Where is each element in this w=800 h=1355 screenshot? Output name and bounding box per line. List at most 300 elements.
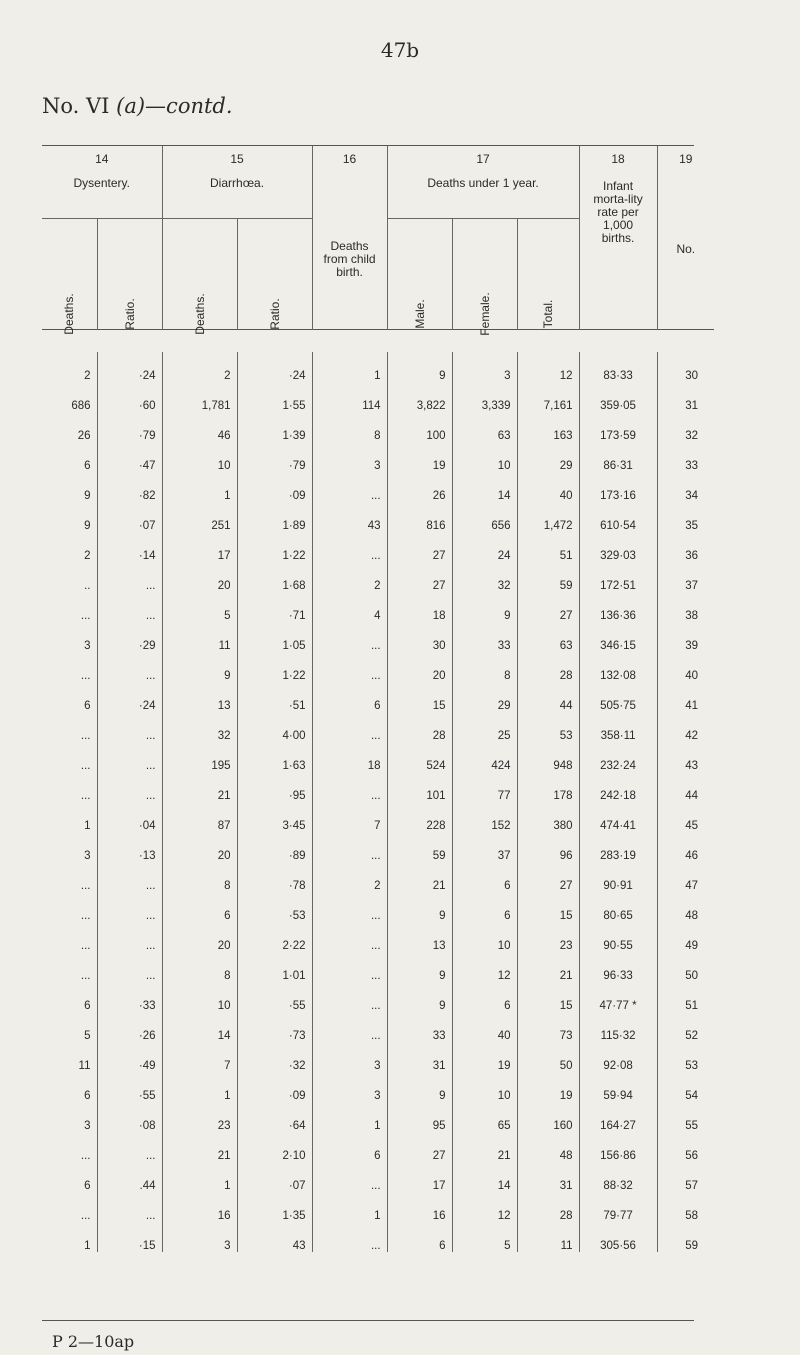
cell-d-ratio: ...	[97, 1192, 162, 1222]
cell-female: 10	[452, 442, 517, 472]
cell-total: 48	[517, 1132, 579, 1162]
cell-male: 59	[387, 832, 452, 862]
cell-total: 15	[517, 892, 579, 922]
cell-no: 49	[657, 922, 714, 952]
cell-dh-ratio: 1·68	[237, 562, 312, 592]
cell-total: 1,472	[517, 502, 579, 532]
cell-dh-ratio: ·73	[237, 1012, 312, 1042]
table-row	[42, 802, 714, 832]
table-row	[42, 712, 714, 742]
dysentery-ratio-subheader: Ratio.	[97, 219, 162, 330]
cell-rate: 610·54	[579, 502, 657, 532]
cell-child: 6	[312, 1132, 387, 1162]
cell-male: 18	[387, 592, 452, 622]
cell-d-deaths: ...	[80, 760, 91, 772]
cell-child: 3	[312, 1072, 387, 1102]
cell-d-deaths: 9	[84, 520, 91, 532]
cell-dh-deaths: 1,781	[162, 382, 237, 412]
cell-female: 32	[452, 562, 517, 592]
cell-dh-ratio: ·07	[237, 1162, 312, 1192]
cell-dh-ratio: ·32	[237, 1042, 312, 1072]
cell-dh-ratio: 2·10	[237, 1132, 312, 1162]
table-row	[42, 412, 714, 442]
cell-no: 55	[657, 1102, 714, 1132]
cell-male: 31	[387, 1042, 452, 1072]
diarrhoea-ratio-subheader: Ratio.	[237, 219, 312, 330]
infant-mortality-header: Infant morta-lity rate per 1,000 births.	[579, 170, 657, 330]
cell-no: 44	[657, 772, 714, 802]
cell-d-deaths: ...	[80, 670, 91, 682]
cell-no: 47	[657, 862, 714, 892]
cell-child: ...	[312, 922, 387, 952]
cell-d-deaths: ...	[80, 1150, 91, 1162]
cell-male: 9	[387, 952, 452, 982]
cell-rate: 96·33	[579, 952, 657, 982]
cell-rate: 156·86	[579, 1132, 657, 1162]
cell-d-deaths: ...	[80, 1210, 91, 1222]
cell-no: 54	[657, 1072, 714, 1102]
cell-total: 28	[517, 652, 579, 682]
cell-d-deaths: ...	[80, 910, 91, 922]
cell-d-deaths: 3	[84, 640, 91, 652]
cell-no: 42	[657, 712, 714, 742]
cell-d-ratio: ...	[97, 742, 162, 772]
cell-child: 1	[312, 1102, 387, 1132]
cell-dh-ratio: 2·22	[237, 922, 312, 952]
cell-dh-ratio: ·71	[237, 592, 312, 622]
table-row	[42, 622, 714, 652]
cell-d-deaths: ...	[80, 730, 91, 742]
col15-number: 15	[162, 146, 312, 170]
table-row	[42, 862, 714, 892]
cell-no: 40	[657, 652, 714, 682]
cell-d-ratio: ·14	[97, 532, 162, 562]
cell-rate: 358·11	[579, 712, 657, 742]
cell-d-ratio: ...	[97, 652, 162, 682]
col18-number: 18	[579, 146, 657, 170]
cell-child: 2	[312, 862, 387, 892]
cell-male: 21	[387, 862, 452, 892]
diarrhoea-header: Diarrhœa.	[162, 170, 312, 219]
cell-rate: 283·19	[579, 832, 657, 862]
cell-child: 8	[312, 412, 387, 442]
cell-child: 4	[312, 592, 387, 622]
cell-female: 9	[452, 592, 517, 622]
cell-dh-deaths: 9	[162, 652, 237, 682]
table-heading	[42, 94, 233, 118]
table-header	[42, 146, 714, 336]
bottom-rule	[42, 1320, 694, 1321]
cell-total: 19	[517, 1072, 579, 1102]
cell-no: 41	[657, 682, 714, 712]
cell-d-deaths: 3	[84, 850, 91, 862]
cell-male: 816	[387, 502, 452, 532]
cell-no: 56	[657, 1132, 714, 1162]
cell-d-ratio: ...	[97, 712, 162, 742]
cell-total: 163	[517, 412, 579, 442]
cell-d-deaths: 6	[84, 1180, 91, 1192]
cell-d-ratio: ...	[97, 592, 162, 622]
cell-child: ...	[312, 622, 387, 652]
cell-total: 7,161	[517, 382, 579, 412]
col16-number: 16	[312, 146, 387, 170]
cell-dh-ratio: ·24	[237, 352, 312, 382]
cell-d-deaths: ...	[80, 940, 91, 952]
table-row	[42, 352, 714, 382]
cell-rate: 329·03	[579, 532, 657, 562]
cell-rate: 83·33	[579, 352, 657, 382]
cell-total: 53	[517, 712, 579, 742]
cell-d-ratio: ·60	[97, 382, 162, 412]
cell-male: 9	[387, 352, 452, 382]
cell-total: 31	[517, 1162, 579, 1192]
cell-total: 178	[517, 772, 579, 802]
cell-no: 38	[657, 592, 714, 622]
cell-no: 57	[657, 1162, 714, 1192]
cell-d-ratio: ·29	[97, 622, 162, 652]
cell-female: 14	[452, 1162, 517, 1192]
cell-d-ratio: .44	[97, 1162, 162, 1192]
cell-dh-ratio: 1·89	[237, 502, 312, 532]
cell-male: 9	[387, 1072, 452, 1102]
cell-child: 1	[312, 352, 387, 382]
statistics-table-wrapper	[42, 146, 699, 1252]
table-body	[42, 330, 714, 1252]
cell-total: 59	[517, 562, 579, 592]
diarrhoea-deaths-subheader: Deaths.	[162, 219, 237, 330]
cell-female: 3	[452, 352, 517, 382]
cell-male: 19	[387, 442, 452, 472]
cell-child: 1	[312, 1192, 387, 1222]
cell-female: 65	[452, 1102, 517, 1132]
cell-total: 27	[517, 862, 579, 892]
cell-dh-ratio: 4·00	[237, 712, 312, 742]
cell-no: 59	[657, 1222, 714, 1252]
cell-d-deaths: 1	[84, 1240, 91, 1252]
cell-total: 160	[517, 1102, 579, 1132]
cell-dh-ratio: 1·39	[237, 412, 312, 442]
cell-d-deaths: ...	[80, 970, 91, 982]
cell-female: 424	[452, 742, 517, 772]
cell-total: 948	[517, 742, 579, 772]
cell-d-ratio: ·24	[97, 682, 162, 712]
cell-child: ...	[312, 652, 387, 682]
cell-dh-ratio: ·95	[237, 772, 312, 802]
cell-female: 37	[452, 832, 517, 862]
cell-rate: 164·27	[579, 1102, 657, 1132]
cell-d-deaths: 6	[84, 700, 91, 712]
table-row	[42, 772, 714, 802]
cell-male: 101	[387, 772, 452, 802]
cell-female: 21	[452, 1132, 517, 1162]
cell-dh-ratio: 1·22	[237, 532, 312, 562]
cell-child: 43	[312, 502, 387, 532]
cell-d-ratio: ·08	[97, 1102, 162, 1132]
cell-female: 77	[452, 772, 517, 802]
cell-male: 95	[387, 1102, 452, 1132]
cell-d-ratio: ...	[97, 892, 162, 922]
cell-rate: 474·41	[579, 802, 657, 832]
cell-dh-deaths: 5	[162, 592, 237, 622]
cell-female: 10	[452, 922, 517, 952]
cell-female: 19	[452, 1042, 517, 1072]
cell-d-deaths: 9	[84, 490, 91, 502]
table-row	[42, 382, 714, 412]
cell-rate: 173·59	[579, 412, 657, 442]
cell-d-deaths: ...	[80, 610, 91, 622]
col19-number: 19	[657, 146, 714, 170]
childbirth-header: Deaths from child birth.	[312, 170, 387, 330]
cell-dh-ratio: 1·22	[237, 652, 312, 682]
table-row	[42, 832, 714, 862]
cell-dh-deaths: 8	[162, 952, 237, 982]
col17-number: 17	[387, 146, 579, 170]
cell-d-ratio: ·82	[97, 472, 162, 502]
cell-child: ...	[312, 892, 387, 922]
cell-dh-ratio: 1·55	[237, 382, 312, 412]
cell-female: 33	[452, 622, 517, 652]
cell-dh-deaths: 10	[162, 442, 237, 472]
cell-rate: 172·51	[579, 562, 657, 592]
cell-dh-deaths: 20	[162, 832, 237, 862]
statistics-table	[42, 146, 714, 1252]
cell-rate: 90·55	[579, 922, 657, 952]
cell-dh-ratio: 43	[237, 1222, 312, 1252]
cell-d-ratio: ·04	[97, 802, 162, 832]
cell-dh-deaths: 6	[162, 892, 237, 922]
cell-no: 46	[657, 832, 714, 862]
cell-d-ratio: ·26	[97, 1012, 162, 1042]
cell-no: 30	[657, 352, 714, 382]
cell-rate: 79·77	[579, 1192, 657, 1222]
cell-total: 51	[517, 532, 579, 562]
cell-total: 29	[517, 442, 579, 472]
cell-male: 20	[387, 652, 452, 682]
cell-female: 12	[452, 952, 517, 982]
cell-total: 23	[517, 922, 579, 952]
cell-dh-deaths: 251	[162, 502, 237, 532]
cell-male: 26	[387, 472, 452, 502]
cell-female: 152	[452, 802, 517, 832]
cell-d-deaths: 26	[77, 430, 91, 442]
cell-d-ratio: ·33	[97, 982, 162, 1012]
cell-total: 15	[517, 982, 579, 1012]
cell-total: 27	[517, 592, 579, 622]
cell-male: 13	[387, 922, 452, 952]
cell-dh-ratio: 1·01	[237, 952, 312, 982]
cell-female: 6	[452, 862, 517, 892]
cell-d-deaths: 686	[71, 400, 91, 412]
cell-no: 45	[657, 802, 714, 832]
cell-male: 228	[387, 802, 452, 832]
cell-rate: 232·24	[579, 742, 657, 772]
cell-male: 27	[387, 532, 452, 562]
cell-dh-deaths: 17	[162, 532, 237, 562]
page-number: 47b	[380, 38, 420, 62]
cell-rate: 90·91	[579, 862, 657, 892]
cell-male: 17	[387, 1162, 452, 1192]
cell-d-ratio: ·49	[97, 1042, 162, 1072]
cell-d-deaths: 2	[84, 550, 91, 562]
heading-suffix: (a)—contd.	[116, 94, 233, 118]
cell-dh-deaths: 3	[162, 1222, 237, 1252]
cell-no: 52	[657, 1012, 714, 1042]
cell-child: 7	[312, 802, 387, 832]
table-row	[42, 502, 714, 532]
cell-female: 10	[452, 1072, 517, 1102]
table-row	[42, 1012, 714, 1042]
cell-no: 48	[657, 892, 714, 922]
cell-d-deaths: 11	[78, 1060, 91, 1072]
cell-no: 50	[657, 952, 714, 982]
dysentery-header: Dysentery.	[73, 176, 130, 190]
cell-female: 5	[452, 1222, 517, 1252]
infant-deaths-header: Deaths under 1 year.	[387, 170, 579, 219]
cell-total: 73	[517, 1012, 579, 1042]
cell-dh-ratio: ·51	[237, 682, 312, 712]
cell-female: 12	[452, 1192, 517, 1222]
cell-d-deaths: 1	[84, 820, 91, 832]
cell-male: 28	[387, 712, 452, 742]
cell-rate: 86·31	[579, 442, 657, 472]
cell-child: ...	[312, 832, 387, 862]
cell-child: 6	[312, 682, 387, 712]
cell-dh-deaths: 8	[162, 862, 237, 892]
cell-dh-deaths: 1	[162, 472, 237, 502]
cell-d-ratio: ...	[97, 952, 162, 982]
cell-child: 3	[312, 442, 387, 472]
cell-no: 33	[657, 442, 714, 472]
cell-d-ratio: ·24	[97, 352, 162, 382]
cell-male: 100	[387, 412, 452, 442]
cell-male: 33	[387, 1012, 452, 1042]
cell-d-ratio: ·55	[97, 1072, 162, 1102]
cell-child: ...	[312, 982, 387, 1012]
cell-dh-ratio: ·53	[237, 892, 312, 922]
cell-dh-deaths: 2	[162, 352, 237, 382]
cell-dh-deaths: 1	[162, 1162, 237, 1192]
cell-dh-deaths: 21	[162, 772, 237, 802]
cell-d-deaths: 6	[84, 1000, 91, 1012]
cell-male: 27	[387, 1132, 452, 1162]
cell-female: 25	[452, 712, 517, 742]
cell-dh-deaths: 1	[162, 1072, 237, 1102]
cell-child: ...	[312, 1222, 387, 1252]
cell-total: 12	[517, 352, 579, 382]
cell-child: ...	[312, 472, 387, 502]
cell-rate: 305·56	[579, 1222, 657, 1252]
table-row	[42, 892, 714, 922]
cell-rate: 92·08	[579, 1042, 657, 1072]
cell-child: 18	[312, 742, 387, 772]
cell-total: 50	[517, 1042, 579, 1072]
cell-rate: 115·32	[579, 1012, 657, 1042]
table-row	[42, 922, 714, 952]
cell-female: 6	[452, 982, 517, 1012]
cell-male: 524	[387, 742, 452, 772]
cell-male: 9	[387, 982, 452, 1012]
cell-rate: 173·16	[579, 472, 657, 502]
cell-female: 3,339	[452, 382, 517, 412]
cell-dh-ratio: ·89	[237, 832, 312, 862]
cell-d-deaths: ..	[84, 580, 91, 592]
male-subheader: Male.	[387, 219, 452, 330]
table-row	[42, 1192, 714, 1222]
cell-d-ratio: ·13	[97, 832, 162, 862]
cell-dh-deaths: 21	[162, 1132, 237, 1162]
cell-rate: 346·15	[579, 622, 657, 652]
table-row	[42, 1102, 714, 1132]
cell-male: 30	[387, 622, 452, 652]
table-row	[42, 982, 714, 1012]
cell-rate: 88·32	[579, 1162, 657, 1192]
female-subheader: Female.	[452, 219, 517, 330]
cell-rate: 59·94	[579, 1072, 657, 1102]
table-row	[42, 472, 714, 502]
cell-male: 27	[387, 562, 452, 592]
cell-d-deaths: 5	[84, 1030, 91, 1042]
cell-rate: 136·36	[579, 592, 657, 622]
cell-female: 24	[452, 532, 517, 562]
cell-dh-ratio: ·79	[237, 442, 312, 472]
table-row	[42, 1162, 714, 1192]
cell-dh-deaths: 16	[162, 1192, 237, 1222]
cell-dh-deaths: 23	[162, 1102, 237, 1132]
cell-child: ...	[312, 1162, 387, 1192]
cell-child: ...	[312, 952, 387, 982]
cell-dh-deaths: 7	[162, 1042, 237, 1072]
col14-number: 14	[95, 152, 109, 166]
table-row	[42, 1072, 714, 1102]
cell-total: 63	[517, 622, 579, 652]
total-subheader: Total.	[517, 219, 579, 330]
cell-female: 6	[452, 892, 517, 922]
cell-no: 35	[657, 502, 714, 532]
cell-no: 37	[657, 562, 714, 592]
cell-d-deaths: ...	[80, 790, 91, 802]
cell-rate: 80·65	[579, 892, 657, 922]
cell-child: 114	[312, 382, 387, 412]
cell-dh-deaths: 14	[162, 1012, 237, 1042]
cell-no: 31	[657, 382, 714, 412]
number-header: No.	[657, 170, 714, 330]
cell-female: 63	[452, 412, 517, 442]
cell-dh-ratio: ·09	[237, 1072, 312, 1102]
cell-no: 51	[657, 982, 714, 1012]
cell-child: 3	[312, 1042, 387, 1072]
table-row	[42, 1222, 714, 1252]
cell-dh-ratio: 3·45	[237, 802, 312, 832]
cell-no: 53	[657, 1042, 714, 1072]
cell-female: 656	[452, 502, 517, 532]
cell-rate: 132·08	[579, 652, 657, 682]
dysentery-deaths-subheader: Deaths.	[42, 219, 97, 330]
cell-child: ...	[312, 532, 387, 562]
cell-dh-deaths: 11	[162, 622, 237, 652]
cell-total: 11	[517, 1222, 579, 1252]
cell-male: 16	[387, 1192, 452, 1222]
cell-d-ratio: ...	[97, 1132, 162, 1162]
cell-dh-ratio: 1·05	[237, 622, 312, 652]
cell-dh-ratio: ·64	[237, 1102, 312, 1132]
cell-total: 44	[517, 682, 579, 712]
cell-female: 14	[452, 472, 517, 502]
table-row	[42, 742, 714, 772]
cell-female: 29	[452, 682, 517, 712]
table-row	[42, 1132, 714, 1162]
cell-total: 96	[517, 832, 579, 862]
cell-total: 380	[517, 802, 579, 832]
